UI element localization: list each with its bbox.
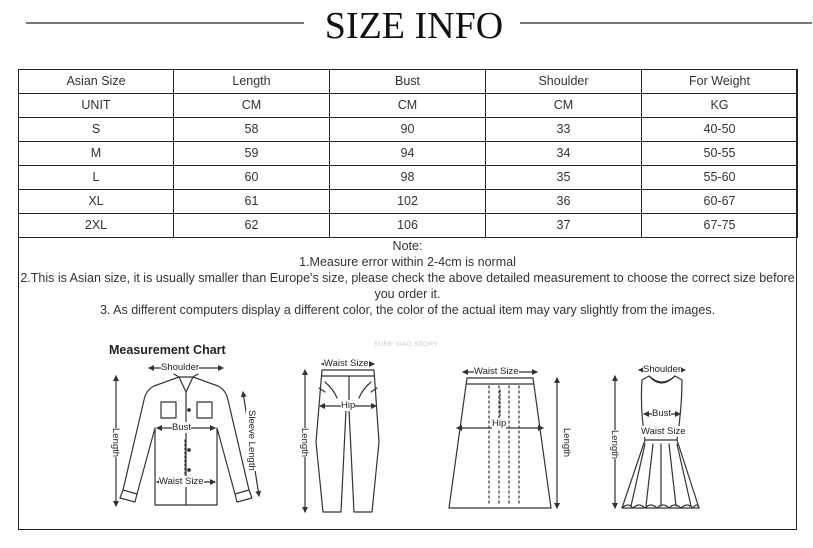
table-header-cell: Asian Size (19, 70, 174, 94)
table-cell: 36 (486, 190, 642, 214)
table-row (19, 118, 798, 142)
title-rule-left (26, 22, 304, 24)
table-cell: 35 (486, 166, 642, 190)
note-line: 2.This is Asian size, it is usually smaller than Europe's size, please check the above detailed measurement to choose the correct size before you order it. (20, 271, 795, 301)
table-cell: 50-55 (642, 142, 798, 166)
table-cell: KG (642, 94, 798, 118)
table-cell: S (19, 118, 174, 142)
table-cell: 37 (486, 214, 642, 238)
title-rule-right (520, 22, 812, 24)
dress-waist-label: Waist Size (641, 426, 686, 437)
dress-drawing (622, 376, 699, 508)
table-cell: XL (19, 190, 174, 214)
table-cell: CM (174, 94, 330, 118)
shirt-sleeve-label: Sleeve Length (246, 410, 257, 471)
dress-length-label: Length (609, 430, 620, 460)
table-cell: 34 (486, 142, 642, 166)
table-row (19, 166, 798, 190)
table-row (19, 142, 798, 166)
notes-heading: Note: (392, 239, 423, 253)
watermark: SURE XIAO STORY (374, 341, 438, 348)
pants-waist-label: Waist Size (324, 358, 369, 369)
size-table (18, 69, 798, 238)
table-cell: 90 (330, 118, 486, 142)
header (0, 0, 813, 60)
measurement-chart (19, 330, 796, 525)
skirt-waist-label: Waist Size (474, 366, 519, 377)
table-cell: 33 (486, 118, 642, 142)
table-cell: CM (330, 94, 486, 118)
table-cell: 60-67 (642, 190, 798, 214)
table-unit-row (19, 94, 798, 118)
table-cell: 40-50 (642, 118, 798, 142)
note-line: 3. As different computers display a different color, the color of the actual item may vary slightly from the images. (99, 303, 716, 317)
table-cell: 102 (330, 190, 486, 214)
shirt-length-label: Length (110, 428, 121, 458)
dress-shoulder-label: Shoulder (643, 364, 682, 375)
table-header-cell: Bust (330, 70, 486, 94)
table-cell: L (19, 166, 174, 190)
table-cell: 59 (174, 142, 330, 166)
skirt-hip-label: Hip (492, 418, 507, 429)
measurement-chart-title: Measurement Chart (109, 343, 226, 357)
table-cell: 67-75 (642, 214, 798, 238)
table-cell: CM (486, 94, 642, 118)
table-cell: 60 (174, 166, 330, 190)
table-header-cell: For Weight (642, 70, 798, 94)
table-cell: 94 (330, 142, 486, 166)
table-cell: 55-60 (642, 166, 798, 190)
table-header-cell: Length (174, 70, 330, 94)
table-cell: 62 (174, 214, 330, 238)
shirt-bust-label: Bust (172, 422, 192, 433)
skirt-length-label: Length (561, 428, 572, 458)
notes (19, 238, 796, 318)
table-cell: 61 (174, 190, 330, 214)
pants-drawing (316, 370, 379, 512)
table-cell: 58 (174, 118, 330, 142)
table-cell: 98 (330, 166, 486, 190)
dress-bust-label: Bust (652, 408, 672, 419)
table-cell: M (19, 142, 174, 166)
shirt-shoulder-label: Shoulder (161, 362, 200, 373)
table-row (19, 214, 798, 238)
page-title: SIZE INFO (324, 5, 504, 47)
pants-hip-label: Hip (341, 400, 356, 411)
table-cell: 106 (330, 214, 486, 238)
table-header-cell: Shoulder (486, 70, 642, 94)
shirt-waist-label: Waist Size (159, 476, 204, 487)
table-header-row (19, 70, 798, 94)
note-line: 1.Measure error within 2-4cm is normal (299, 255, 516, 269)
table-row (19, 190, 798, 214)
table-cell: UNIT (19, 94, 174, 118)
pants-length-label: Length (299, 428, 310, 458)
table-cell: 2XL (19, 214, 174, 238)
